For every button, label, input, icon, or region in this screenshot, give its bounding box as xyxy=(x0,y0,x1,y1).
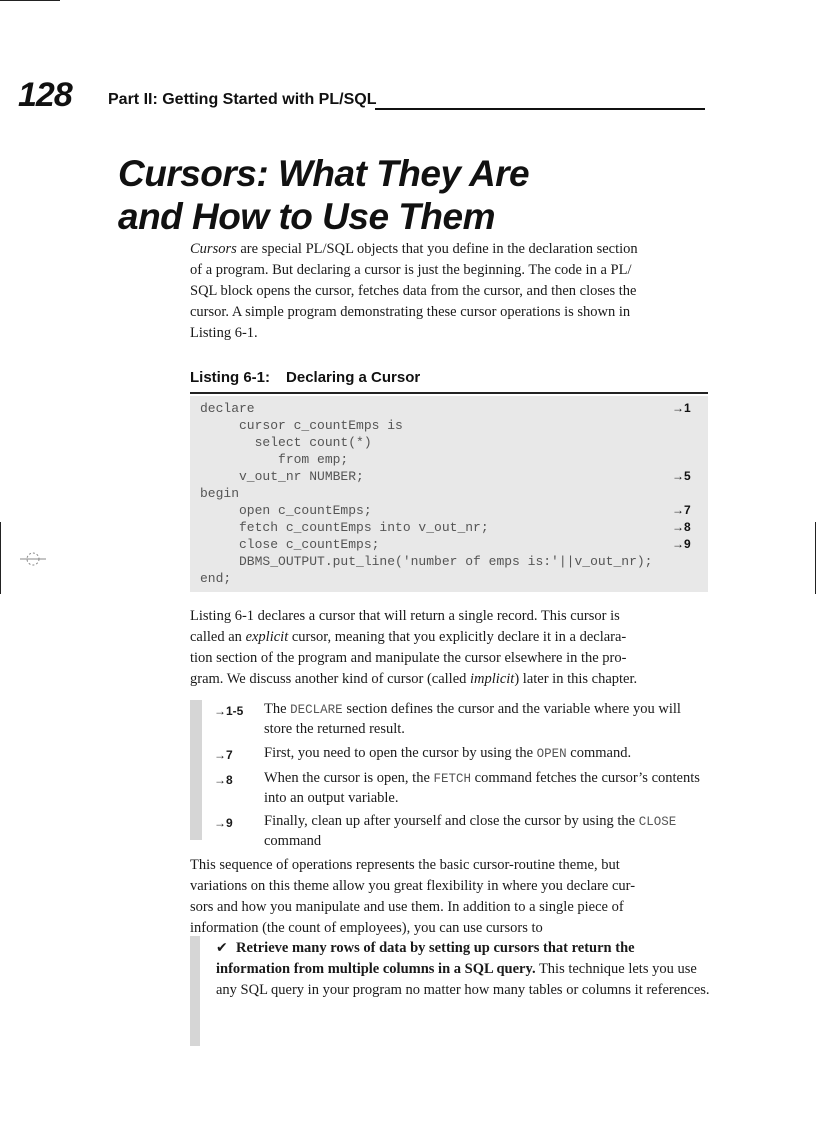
line-reference-marker: →7 xyxy=(672,503,691,517)
listing-number: Listing 6-1: xyxy=(190,369,271,386)
line-reference-marker: →1 xyxy=(672,401,691,415)
listing-rule xyxy=(190,392,708,394)
bullet-sidebar-bar xyxy=(190,936,200,1046)
code-line: open c_countEmps; xyxy=(200,503,372,518)
page-number: 128 xyxy=(18,76,72,114)
code-line: fetch c_countEmps into v_out_nr; xyxy=(200,520,489,535)
explanation-paragraph: Listing 6-1 declares a cursor that will return a single record. This cursor is called an explicit cursor, meaning that you explicitly declare it in a declara- tion section of the program and manipulate the cursor elsewhere in the pro- gram. We discuss another kind of cursor (called implicit) later in this chapter. xyxy=(190,608,638,687)
listing-title xyxy=(190,369,420,386)
bullet-item xyxy=(216,938,712,1001)
section-heading xyxy=(118,152,698,238)
note-text: When the cursor is open, the FETCH command fetches the cursor’s contents into an output variable. xyxy=(264,770,700,806)
intro-paragraph: Cursors are special PL/SQL objects that you define in the declaration section of a program. But declaring a cursor is just the beginning. The code in a PL/ SQL block opens the cursor, fetches data from the cursor, and then closes the cursor. A simple program demonstrating these cursor operations is shown in Listing 6-1. xyxy=(190,241,638,341)
note-item xyxy=(214,700,714,739)
section-heading-line-2: and How to Use Them xyxy=(118,196,495,237)
bullet-text: This technique lets you use any SQL query in your program no matter how many tables or columns it references. xyxy=(216,961,710,998)
code-line: select count(*) xyxy=(200,435,372,450)
note-item xyxy=(214,812,714,851)
crop-mark-top xyxy=(0,0,60,1)
registration-mark-icon xyxy=(20,546,46,572)
code-line: end; xyxy=(200,571,232,586)
note-label: →7 xyxy=(214,748,233,762)
code-line: declare xyxy=(200,401,255,416)
part-title: Part II: Getting Started with PL/SQL xyxy=(108,91,377,108)
note-text: Finally, clean up after yourself and close the cursor by using the CLOSE command xyxy=(264,813,677,849)
line-reference-marker: →8 xyxy=(672,520,691,534)
line-reference-marker: →9 xyxy=(672,537,691,551)
code-line: v_out_nr NUMBER; xyxy=(200,469,364,484)
note-text: First, you need to open the cursor by using the OPEN command. xyxy=(264,745,632,761)
code-line: DBMS_OUTPUT.put_line('number of emps is:'||v_out_nr); xyxy=(200,554,653,569)
intro-em-word: Cursors xyxy=(190,241,237,257)
note-item xyxy=(214,744,714,765)
note-label: →1-5 xyxy=(214,704,244,718)
section-heading-line-1: Cursors: What They Are xyxy=(118,153,530,194)
checkmark-icon: ✔ xyxy=(216,940,228,956)
note-label: →9 xyxy=(214,816,233,830)
note-text: The DECLARE section defines the cursor and the variable where you will store the returned result. xyxy=(264,701,681,737)
crop-mark-left xyxy=(0,522,1,594)
code-line: cursor c_countEmps is xyxy=(200,418,403,433)
code-line: close c_countEmps; xyxy=(200,537,380,552)
notes-sidebar-bar xyxy=(190,700,202,840)
note-item xyxy=(214,769,714,808)
note-label: →8 xyxy=(214,773,233,787)
line-reference-marker: →5 xyxy=(672,469,691,483)
bullet-bold-text: Retrieve many rows of data by setting up cursors that return the information from multiple columns in a SQL query. xyxy=(216,940,635,977)
listing-caption: Declaring a Cursor xyxy=(286,369,421,386)
code-line: begin xyxy=(200,486,240,501)
closing-paragraph: This sequence of operations represents the basic cursor-routine theme, but variations on this theme allow you great flexibility in where you declare cur- sors and how you manipulate and use them. In addition to a single piece of information (the count of employees), you can use cursors to xyxy=(190,857,636,936)
header-rule xyxy=(375,108,705,110)
code-line: from emp; xyxy=(200,452,349,467)
